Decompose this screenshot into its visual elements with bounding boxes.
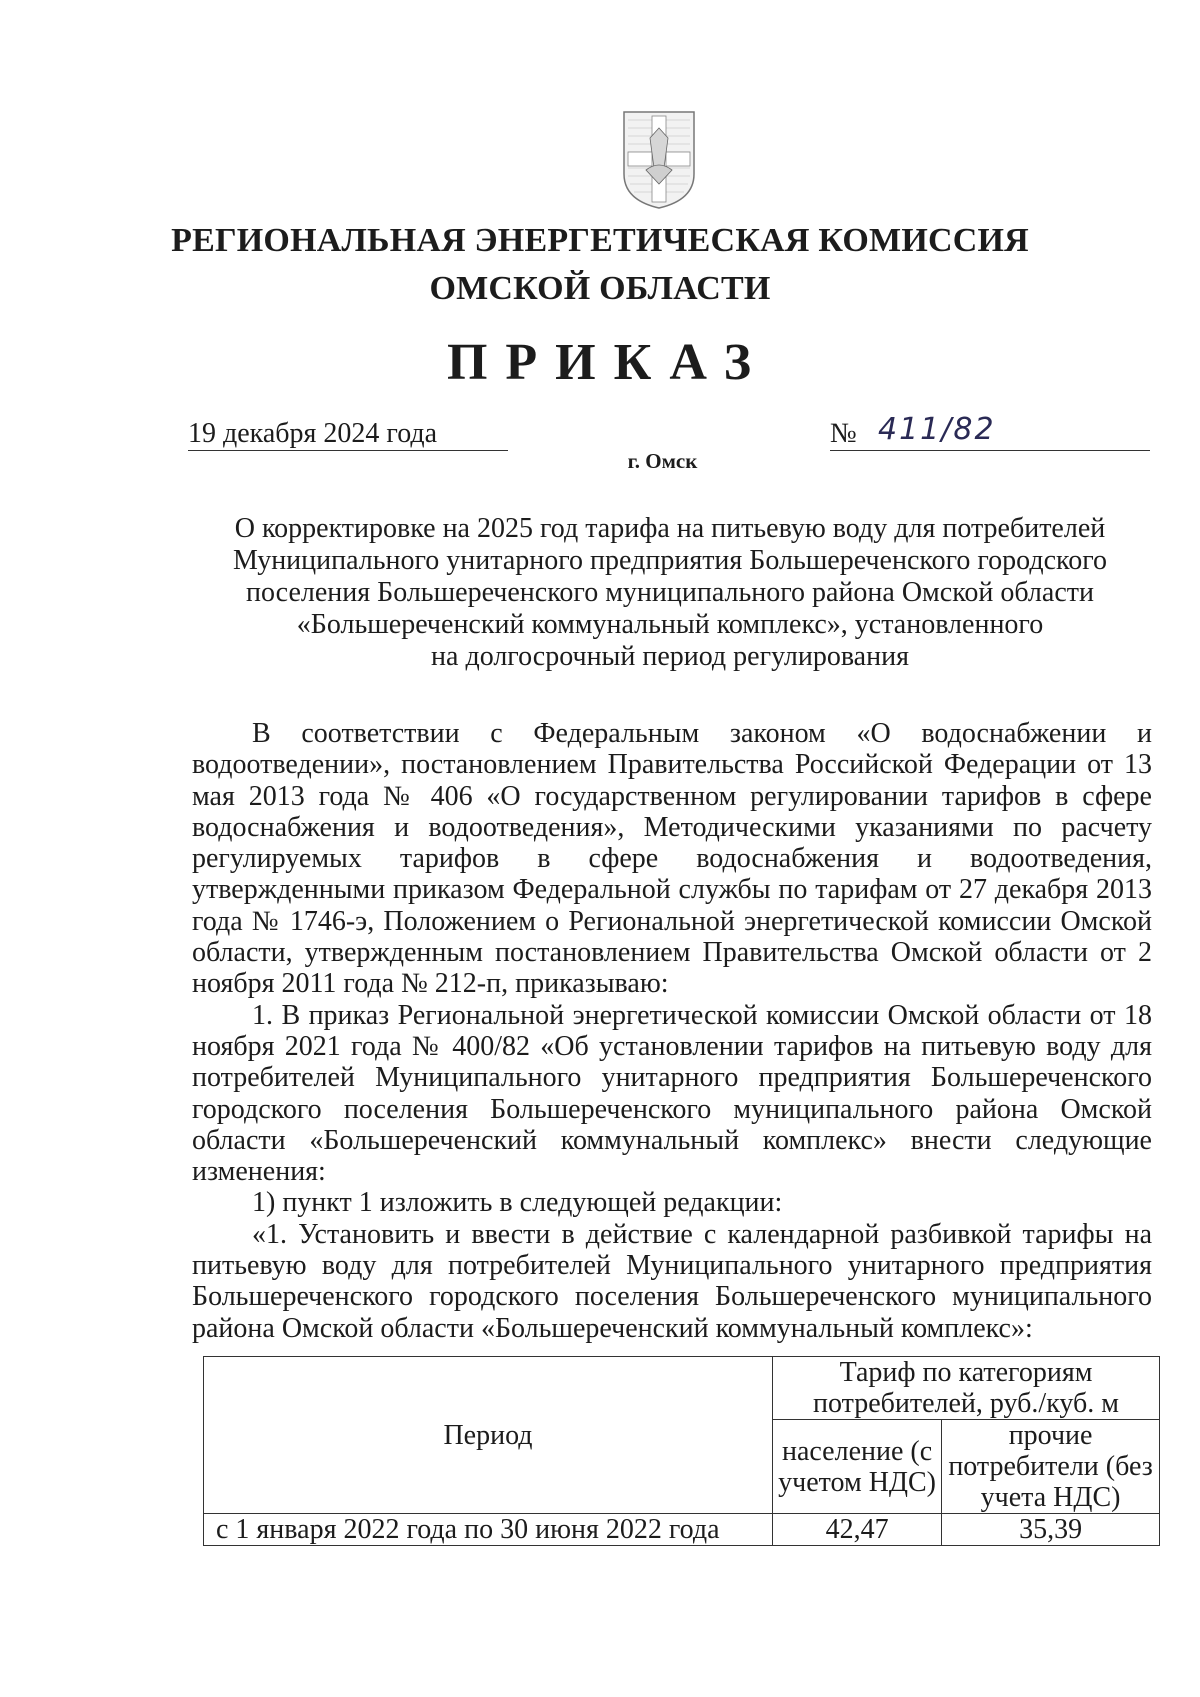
document-number	[830, 412, 1150, 451]
document-date: 19 декабря 2024 года	[188, 418, 508, 451]
number-sign: №	[830, 418, 857, 449]
table-row	[204, 1514, 1160, 1546]
document-type-title: ПРИКАЗ	[446, 334, 770, 391]
body-paragraph: В соответствии с Федеральным законом «О водоснабжении и водоотведении», постановлением Правительства Российской Федерации от 13 мая 2013 года № 406 «О государственном регулировании тарифов в сфере водоснабжения и водоотведения», Методическими указаниями по расчету регулируемых тарифов в сфере водоснабжения и водоотведения, утвержденными приказом Федеральной службы по тарифам от 27 декабря 2013 года № 1746-э, Положением о Региональной энергетической комиссии Омской области, утвержденным постановлением Правительства Омской области от 2 ноября 2011 года № 212-п, приказываю:	[192, 718, 1152, 1000]
document-body	[192, 718, 1152, 1344]
organization-name-line-1: РЕГИОНАЛЬНАЯ ЭНЕРГЕТИЧЕСКАЯ КОМИССИЯ	[171, 222, 1029, 259]
organization-name-line-2: ОМСКОЙ ОБЛАСТИ	[429, 270, 771, 307]
body-paragraph: 1) пункт 1 изложить в следующей редакции:	[252, 1187, 783, 1219]
body-paragraph: 1. В приказ Региональной энергетической комиссии Омской области от 18 ноября 2021 года № 400/82 «Об установлении тарифов на питьевую воду для потребителей Муниципального унитарного предприятия Большереченского городского поселения Большереченского муниципального района Омской области «Большереченский коммунальный комплекс» внести следующие изменения:	[192, 999, 1152, 1188]
table-header-tariff-group: Тариф по категориям потребителей, руб./куб. м	[773, 1357, 1160, 1420]
subject-line: Муниципального унитарного предприятия Большереченского городского	[233, 545, 1107, 576]
subject-line: «Большереченский коммунальный комплекс», установленного	[296, 609, 1044, 640]
document-city: г. Омск	[627, 449, 698, 473]
subject-line: поселения Большереченского муниципального района Омской области	[246, 577, 1094, 608]
handwritten-number: 411/82	[878, 412, 996, 447]
coat-of-arms-emblem	[620, 108, 698, 212]
table-header-period: Период	[204, 1357, 773, 1514]
subject-line: на долгосрочный период регулирования	[431, 641, 909, 672]
table-cell-others: 35,39	[942, 1514, 1160, 1546]
subject-line: О корректировке на 2025 год тарифа на питьевую воду для потребителей	[234, 513, 1106, 544]
table-header-population: население (с учетом НДС)	[773, 1420, 942, 1514]
table-cell-population: 42,47	[773, 1514, 942, 1546]
document-subject	[200, 513, 1140, 673]
table-header-others: прочие потребители (без учета НДС)	[942, 1420, 1160, 1514]
table-cell-period: с 1 января 2022 года по 30 июня 2022 года	[204, 1514, 773, 1546]
tariff-table	[203, 1356, 1160, 1546]
body-paragraph: «1. Установить и ввести в действие с календарной разбивкой тарифы на питьевую воду для потребителей Муниципального унитарного предприятия Большереченского городского поселения Большереченского муниципального района Омской области «Большереченский коммунальный комплекс»:	[192, 1218, 1152, 1344]
